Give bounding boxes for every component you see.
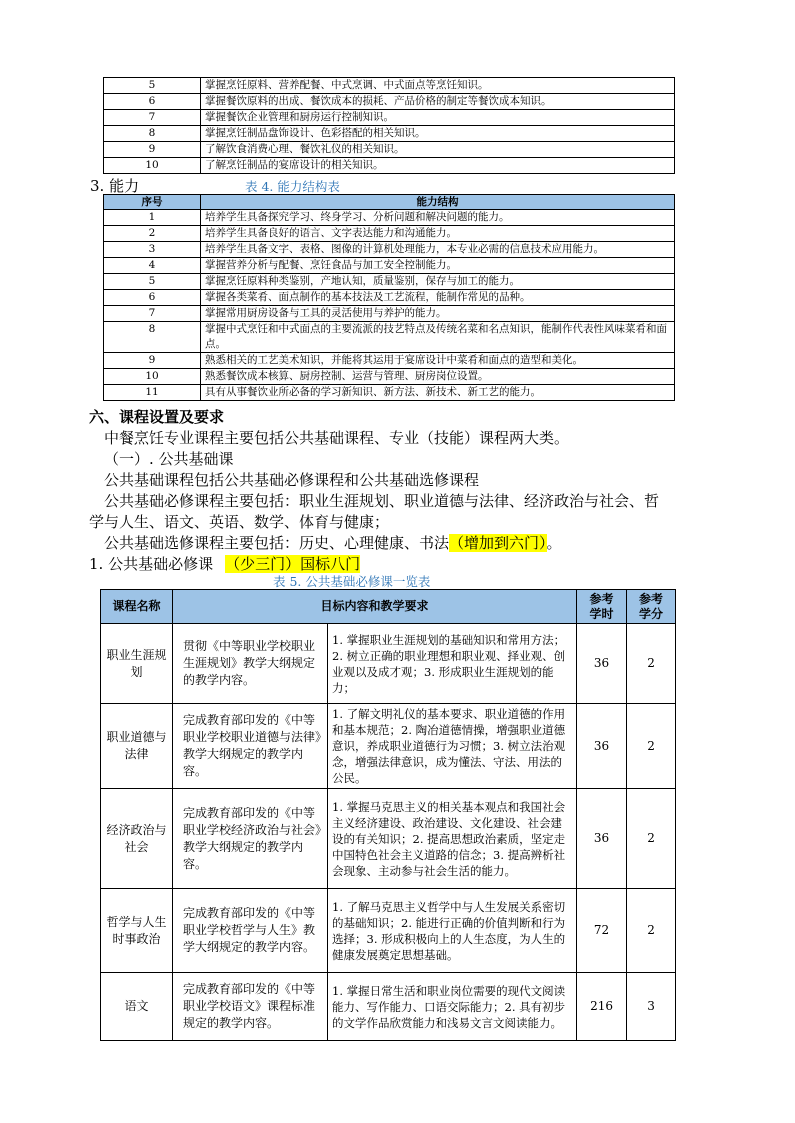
table-row [101, 624, 676, 704]
course-name: 语文 [101, 973, 173, 1041]
table-row [104, 274, 675, 290]
highlight-note: （增加到六门） [449, 534, 547, 552]
table4-caption: 表 4. 能力结构表 [245, 179, 340, 194]
course-standard: 完成教育部印发的《中等职业学校语文》课程标准规定的教学内容。 [173, 973, 328, 1041]
table-row [104, 78, 675, 94]
courses-table [100, 589, 676, 1041]
row-number: 8 [104, 126, 201, 142]
col-header-course-name: 课程名称 [101, 590, 173, 624]
row-text: 具有从事餐饮业所必备的学习新知识、新方法、新技术、新工艺的能力。 [201, 385, 675, 401]
table-row [104, 242, 675, 258]
table-row [104, 353, 675, 369]
table-row [101, 789, 676, 889]
row-text: 掌握各类菜肴、面点制作的基本技法及工艺流程，能制作常见的品种。 [201, 290, 675, 306]
row-number: 9 [104, 142, 201, 158]
row-number: 6 [104, 94, 201, 110]
col-header-hours: 参考学时 [577, 590, 627, 624]
row-text: 掌握营养分析与配餐、烹饪食品与加工安全控制能力。 [201, 258, 675, 274]
row-number: 7 [104, 306, 201, 322]
course-name: 职业道德与法律 [101, 704, 173, 789]
table-row [104, 94, 675, 110]
course-goals: 1. 掌握马克思主义的相关基本观点和我国社会主义经济建设、政治建设、文化建设、社会建设的有关知识；2. 提高思想政治素质，坚定走中国特色社会主义道路的信念；3. 提高辨析社会现象、主动参与社会生活的能力。 [328, 789, 577, 889]
table-row [104, 110, 675, 126]
row-text: 熟悉餐饮成本核算、厨房控制、运营与管理、厨房岗位设置。 [201, 369, 675, 385]
table-row [104, 306, 675, 322]
course-credits: 3 [627, 973, 676, 1041]
row-number: 9 [104, 353, 201, 369]
table-row [104, 158, 675, 174]
table5-caption: 表 5. 公共基础必修课一览表 [273, 574, 431, 589]
course-standard: 完成教育部印发的《中等职业学校经济政治与社会》教学大纲规定的教学内容。 [173, 789, 328, 889]
paragraph-text: 。 [546, 534, 562, 552]
knowledge-table [103, 77, 675, 174]
ability-heading: 3. 能力 [90, 177, 140, 195]
table-row [104, 369, 675, 385]
row-number: 6 [104, 290, 201, 306]
course-goals: 1. 掌握日常生活和职业岗位需要的现代文阅读能力、写作能力、口语交际能力；2. 具有初步的文学作品欣赏能力和浅易文言文阅读能力。 [328, 973, 577, 1041]
row-number: 1 [104, 210, 201, 226]
col-header-credits: 参考学分 [627, 590, 676, 624]
row-text: 培养学生具备良好的语言、文字表达能力和沟通能力。 [201, 226, 675, 242]
paragraph-intro: 中餐烹饪专业课程主要包括公共基础课程、专业（技能）课程两大类。 [104, 429, 570, 447]
col-header-goals: 目标内容和教学要求 [173, 590, 577, 624]
table-row [104, 226, 675, 242]
subsection-heading: （一）. 公共基础课 [104, 450, 234, 468]
course-name: 职业生涯规划 [101, 624, 173, 704]
table-header-row [104, 195, 675, 210]
table-row [104, 126, 675, 142]
course-name: 哲学与人生时事政治 [101, 889, 173, 973]
paragraph-electives [104, 532, 562, 554]
course-credits: 2 [627, 624, 676, 704]
table-row [104, 210, 675, 226]
row-number: 7 [104, 110, 201, 126]
course-hours: 36 [577, 704, 627, 789]
row-text: 掌握中式烹饪和中式面点的主要流派的技艺特点及传统名菜和名点知识，能制作代表性风味菜肴和面点。 [201, 322, 675, 353]
row-number: 8 [104, 322, 201, 353]
course-hours: 36 [577, 789, 627, 889]
row-text: 培养学生具备文字、表格、图像的计算机处理能力，本专业必需的信息技术应用能力。 [201, 242, 675, 258]
row-text: 了解饮食消费心理、餐饮礼仪的相关知识。 [201, 142, 675, 158]
table-row [104, 322, 675, 353]
row-text: 熟悉相关的工艺美术知识，并能将其运用于宴席设计中菜肴和面点的造型和美化。 [201, 353, 675, 369]
course-credits: 2 [627, 704, 676, 789]
row-text: 掌握常用厨房设备与工具的灵活使用与养护的能力。 [201, 306, 675, 322]
table-row [101, 889, 676, 973]
table-row [101, 704, 676, 789]
table-row [104, 385, 675, 401]
table-header-row [101, 590, 676, 624]
row-number: 11 [104, 385, 201, 401]
course-standard: 完成教育部印发的《中等职业学校职业道德与法律》教学大纲规定的教学内容。 [173, 704, 328, 789]
course-goals: 1. 掌握职业生涯规划的基础知识和常用方法；2. 树立正确的职业理想和职业观、择业观、创业观以及成才观；3. 形成职业生涯规划的能力； [328, 624, 577, 704]
row-number: 3 [104, 242, 201, 258]
row-text: 掌握餐饮原料的出成、餐饮成本的损耗、产品价格的制定等餐饮成本知识。 [201, 94, 675, 110]
course-standard: 贯彻《中等职业学校职业生涯规划》教学大纲规定的教学内容。 [173, 624, 328, 704]
row-text: 掌握烹饪制品盘饰设计、色彩搭配的相关知识。 [201, 126, 675, 142]
row-text: 培养学生具备探究学习、终身学习、分析问题和解决问题的能力。 [201, 210, 675, 226]
table-row [104, 142, 675, 158]
ability-table [103, 194, 675, 401]
course-hours: 216 [577, 973, 627, 1041]
row-number: 10 [104, 158, 201, 174]
course-goals: 1. 了解文明礼仪的基本要求、职业道德的作用和基本规范；2. 陶冶道德情操，增强职业道德意识，养成职业道德行为习惯；3. 树立法治观念，增强法律意识，成为懂法、守法、用法的公民。 [328, 704, 577, 789]
course-hours: 36 [577, 624, 627, 704]
paragraph-text: 学与人生、语文、英语、数学、体育与健康； [89, 513, 390, 531]
row-number: 5 [104, 274, 201, 290]
row-text: 掌握烹饪原料、营养配餐、中式烹调、中式面点等烹饪知识。 [201, 78, 675, 94]
row-number: 10 [104, 369, 201, 385]
row-text: 了解烹饪制品的宴席设计的相关知识。 [201, 158, 675, 174]
paragraph-text: 公共基础必修课程主要包括：职业生涯规划、职业道德与法律、经济政治与社会、哲 [104, 492, 660, 510]
table-row [101, 973, 676, 1041]
course-standard: 完成教育部印发的《中等职业学校哲学与人生》教学大纲规定的教学内容。 [173, 889, 328, 973]
course-credits: 2 [627, 889, 676, 973]
table-row [104, 290, 675, 306]
row-text: 掌握烹饪原料种类鉴别，产地认知，质量鉴别，保存与加工的能力。 [201, 274, 675, 290]
highlight-note: （少三门）国标八门 [225, 555, 361, 573]
course-hours: 72 [577, 889, 627, 973]
paragraph-text: 公共基础课程包括公共基础必修课程和公共基础选修课程 [104, 471, 480, 489]
paragraph-text: 公共基础选修课程主要包括：历史、心理健康、书法 [104, 534, 450, 552]
heading-text: 1. 公共基础必修课 [89, 555, 214, 573]
table-row [104, 258, 675, 274]
row-number: 4 [104, 258, 201, 274]
section-heading: 六、课程设置及要求 [89, 408, 225, 426]
col-header-no: 序号 [104, 195, 201, 210]
row-number: 2 [104, 226, 201, 242]
course-goals: 1. 了解马克思主义哲学中与人生发展关系密切的基础知识；2. 能进行正确的价值判断和行为选择；3. 形成积极向上的人生态度，为人生的健康发展奠定思想基础。 [328, 889, 577, 973]
col-header-structure: 能力结构 [201, 195, 675, 210]
row-text: 掌握餐饮企业管理和厨房运行控制知识。 [201, 110, 675, 126]
course-credits: 2 [627, 789, 676, 889]
course-name: 经济政治与社会 [101, 789, 173, 889]
row-number: 5 [104, 78, 201, 94]
